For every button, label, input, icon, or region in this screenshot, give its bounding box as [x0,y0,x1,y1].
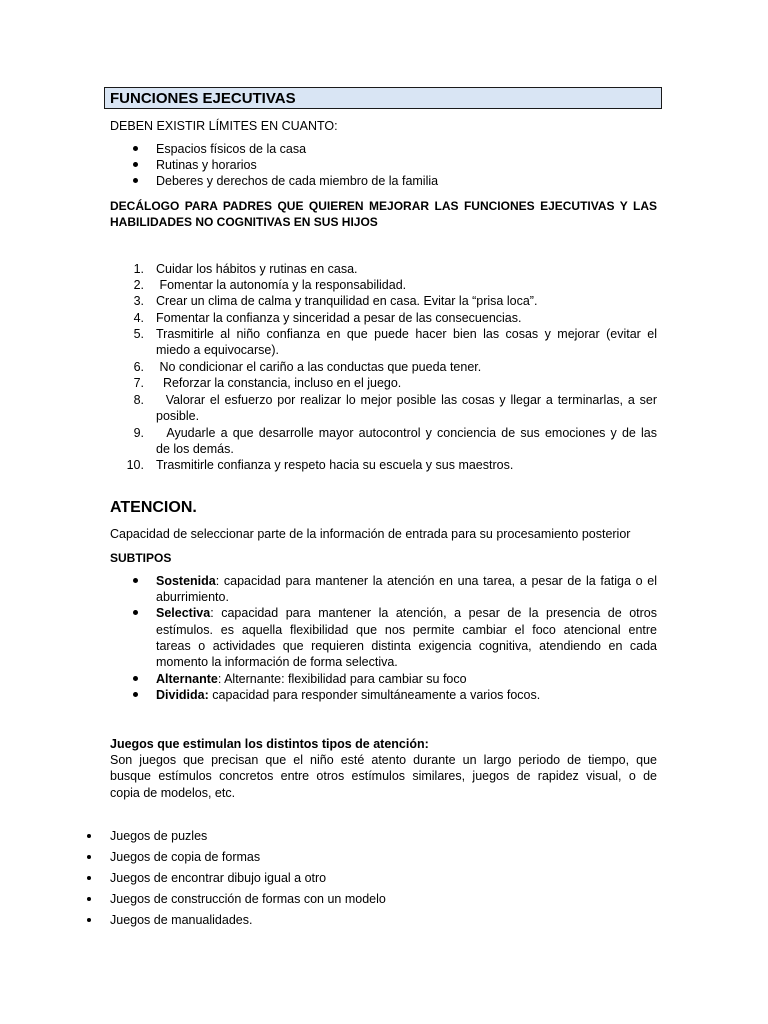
subtype-description: : Alternante: flexibilidad para cambiar su foco [217,672,467,686]
attention-definition: Capacidad de seleccionar parte de la información de entrada para su procesamiento posterior [110,527,631,541]
subtypes-heading: SUBTIPOS [110,551,172,565]
subtype-description: : capacidad para mantener la atención, a pesar de la presencia de otros [210,606,657,620]
bullet-icon [87,876,91,880]
list-number: 8. [133,393,144,407]
bullet-icon [133,610,138,615]
decalogue-heading-line: HABILIDADES NO COGNITIVAS EN SUS HIJOS [110,215,378,229]
bullet-icon [133,692,138,697]
decalogue-item-continued: de los demás. [156,442,234,456]
games-paragraph-line: busque estímulos concretos entre otros estímulos similares, juegos de rapidez visual, o de [110,769,657,783]
bullet-icon [133,146,138,151]
decalogue-item: Trasmitirle al niño confianza en que puede hacer bien las cosas y mejorar (evitar el [156,327,657,341]
subtype-description-continued: aburrimiento. [156,590,229,604]
bullet-icon [133,162,138,167]
subtype-term: Dividida: [156,688,209,702]
list-number: 3. [133,294,144,308]
subtype-term: Sostenida [156,574,216,588]
decalogue-item: Fomentar la autonomía y la responsabilidad. [156,278,407,292]
decalogue-heading-line: DECÁLOGO PARA PADRES QUE QUIEREN MEJORAR LAS FUNCIONES EJECUTIVAS Y LAS [110,199,657,213]
bullet-icon [133,578,138,583]
list-number: 5. [133,327,144,341]
decalogue-item-continued: miedo a equivocarse). [156,343,279,357]
decalogue-item: Cuidar los hábitos y rutinas en casa. [156,262,358,276]
decalogue-item: Valorar el esfuerzo por realizar lo mejor posible las cosas y llegar a terminarlas, a ser [156,393,657,407]
limits-item: Rutinas y horarios [156,158,257,172]
decalogue-item: Ayudarle a que desarrolle mayor autocontrol y conciencia de sus emociones y de las [156,426,658,440]
games-list-item: Juegos de puzles [110,829,208,843]
list-number: 4. [133,311,144,325]
decalogue-item: No condicionar el cariño a las conductas que pueda tener. [156,360,482,374]
list-number: 7. [133,376,144,390]
games-list-item: Juegos de manualidades. [110,913,253,927]
games-paragraph-line: Son juegos que precisan que el niño esté atento durante un largo periodo de tiempo, que [110,753,657,767]
subtype-description-continued: estímulos. es aquella flexibilidad que nos permite cambiar el foco atencional entre [156,623,657,637]
games-list-item: Juegos de construcción de formas con un modelo [110,892,386,906]
subtype-selectiva [156,605,657,621]
subtype-dividida [156,687,540,703]
games-paragraph-line: copia de modelos, etc. [110,786,236,800]
subtype-description-continued: momento la información de forma selectiva. [156,655,398,669]
bullet-icon [87,897,91,901]
games-list-item: Juegos de copia de formas [110,850,261,864]
list-number: 2. [133,278,144,292]
subtype-description: capacidad para responder simultáneamente a varios focos. [208,688,541,702]
list-number: 9. [133,426,144,440]
limits-item: Espacios físicos de la casa [156,142,307,156]
section-title: FUNCIONES EJECUTIVAS [110,90,296,107]
attention-heading: ATENCION. [110,499,197,516]
decalogue-item: Reforzar la constancia, incluso en el juego. [156,376,402,390]
games-list-item: Juegos de encontrar dibujo igual a otro [110,871,327,885]
decalogue-item: Crear un clima de calma y tranquilidad en casa. Evitar la “prisa loca”. [156,294,538,308]
bullet-icon [87,834,91,838]
decalogue-item-continued: posible. [156,409,200,423]
subtype-term: Alternante [156,672,218,686]
decalogue-item: Trasmitirle confianza y respeto hacia su escuela y sus maestros. [156,458,514,472]
games-heading: Juegos que estimulan los distintos tipos de atención: [110,737,429,751]
subtype-term: Selectiva [156,606,211,620]
list-number: 1. [133,262,144,276]
list-number: 10. [126,458,144,472]
decalogue-item: Fomentar la confianza y sinceridad a pesar de las consecuencias. [156,311,522,325]
list-number: 6. [133,360,144,374]
subtype-alternante [156,671,467,687]
limits-item: Deberes y derechos de cada miembro de la familia [156,174,439,188]
bullet-icon [133,676,138,681]
subtype-description-continued: tareas o actividades que requieren distinta exigencia cognitiva, atendiendo en cada [156,639,657,653]
limits-intro: DEBEN EXISTIR LÍMITES EN CUANTO: [110,119,338,133]
section-title-box [104,87,662,109]
subtype-description: : capacidad para mantener la atención en una tarea, a pesar de la fatiga o el [215,574,657,588]
bullet-icon [87,918,91,922]
bullet-icon [133,178,138,183]
subtype-sostenida [156,573,657,589]
bullet-icon [87,855,91,859]
